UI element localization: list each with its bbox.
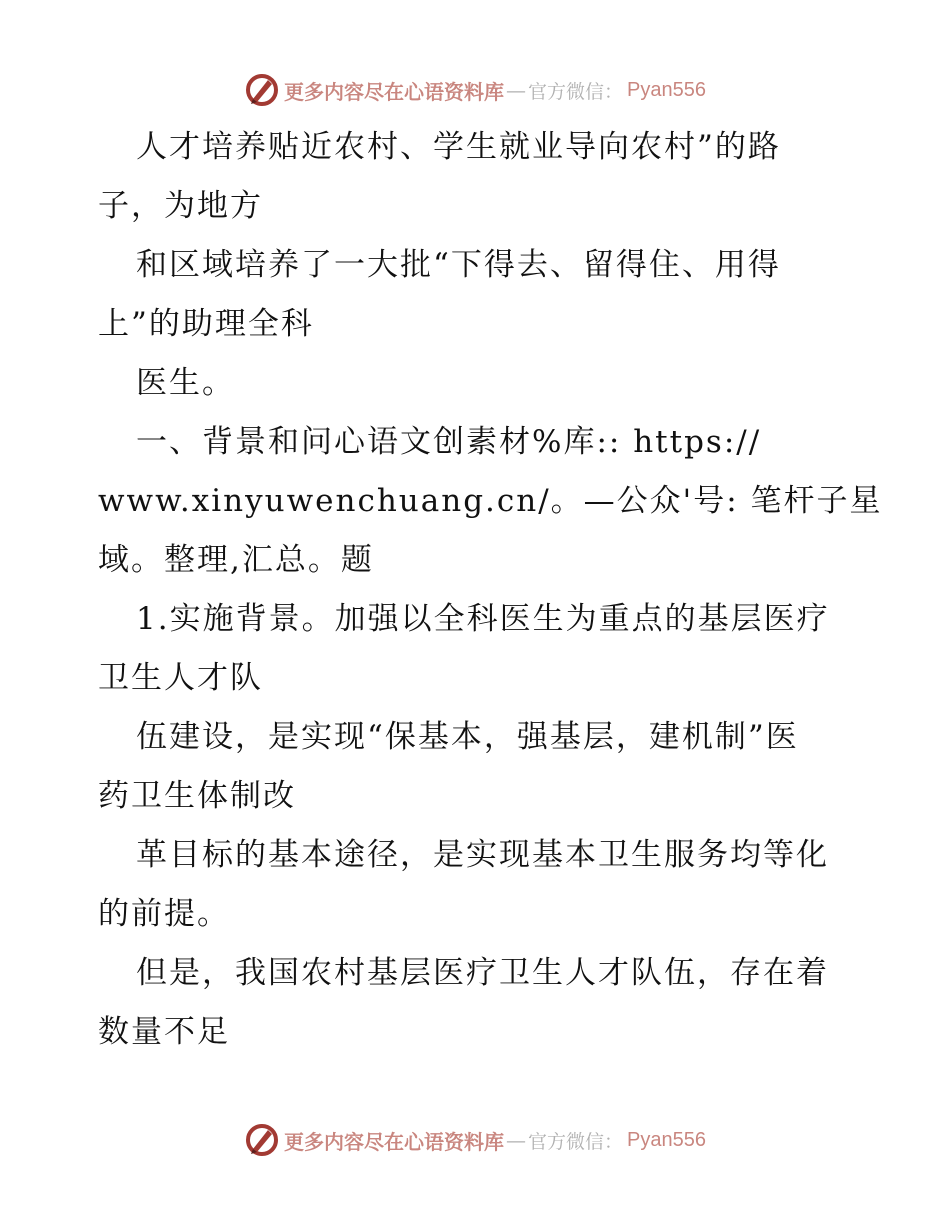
body-line: 子，为地方 bbox=[98, 188, 263, 224]
body-line: 1.实施背景。加强以全科医生为重点的基层医疗 bbox=[136, 601, 830, 637]
document-body bbox=[98, 118, 883, 1062]
body-line: 革目标的基本途径，是实现基本卫生服务均等化 bbox=[136, 837, 829, 873]
body-line: 人才培养贴近农村、学生就业导向农村”的路 bbox=[136, 129, 781, 165]
footer-wechat-id: Pyan556 bbox=[627, 1128, 706, 1151]
header-wechat-label: 官方微信： bbox=[528, 80, 624, 103]
body-line: 一、背景和问心语文创素材%库:: https:// bbox=[136, 424, 762, 460]
pen-logo-icon bbox=[244, 1122, 280, 1158]
body-line: 域。整理,汇总。题 bbox=[98, 542, 374, 578]
body-line: 和区域培养了一大批“下得去、留得住、用得 bbox=[136, 247, 781, 283]
header-wechat-id: Pyan556 bbox=[627, 78, 706, 101]
footer-separator: — bbox=[506, 1128, 526, 1152]
body-line: 卫生人才队 bbox=[98, 660, 263, 696]
header-separator: — bbox=[506, 78, 526, 102]
body-line: www.xinyuwenchuang.cn/。—公众'号: 笔杆子星 bbox=[98, 483, 883, 519]
body-line: 医生。 bbox=[136, 365, 235, 401]
footer-wechat-label: 官方微信： bbox=[528, 1130, 624, 1153]
header-banner bbox=[0, 70, 950, 110]
body-line: 药卫生体制改 bbox=[98, 778, 296, 814]
header-title: 更多内容尽在心语资料库 bbox=[284, 79, 504, 104]
body-line: 但是，我国农村基层医疗卫生人才队伍，存在着 bbox=[136, 955, 829, 991]
body-line: 伍建设，是实现“保基本，强基层，建机制”医 bbox=[136, 719, 799, 755]
footer-banner bbox=[0, 1120, 950, 1160]
body-line: 数量不足 bbox=[98, 1014, 230, 1050]
body-line: 的前提。 bbox=[98, 896, 230, 932]
pen-logo-icon bbox=[244, 72, 280, 108]
footer-title: 更多内容尽在心语资料库 bbox=[284, 1129, 504, 1154]
body-line: 上”的助理全科 bbox=[98, 306, 314, 342]
